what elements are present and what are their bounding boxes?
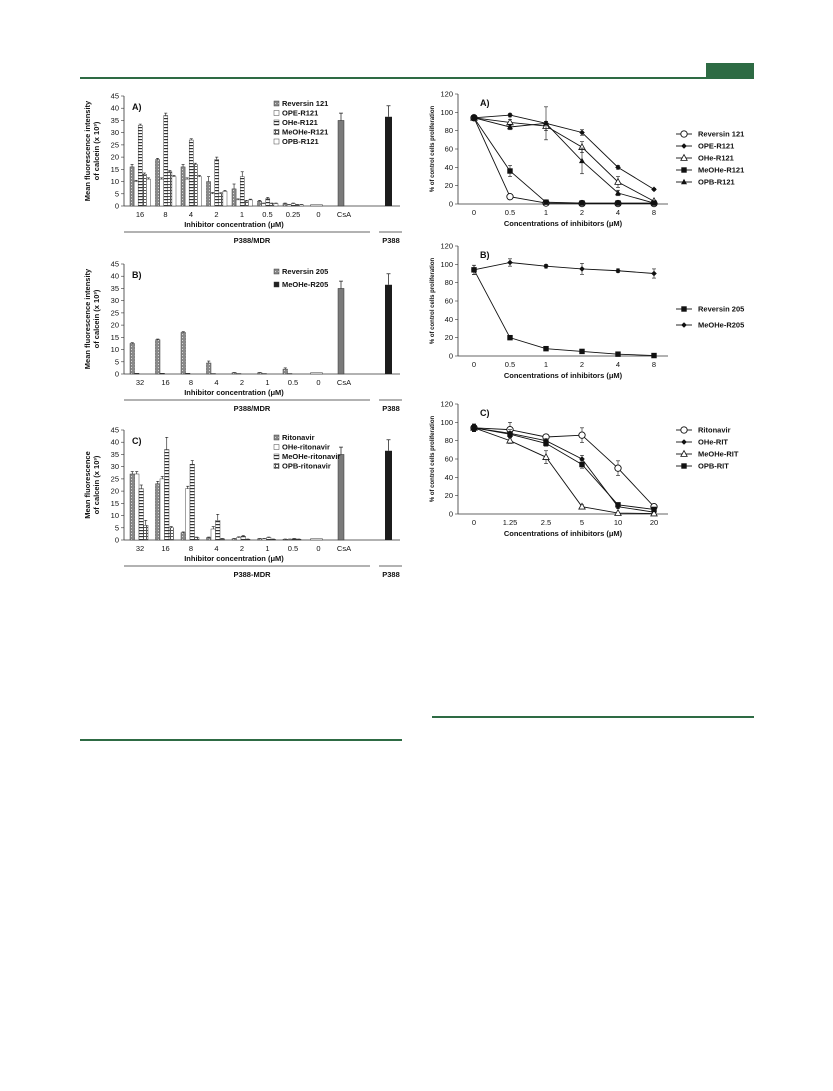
y-tick-label: 60: [444, 454, 453, 464]
data-point: [681, 439, 687, 445]
x-tick-label: 8: [651, 360, 657, 369]
bar: [156, 340, 161, 374]
x-tick-label: 4: [615, 208, 621, 217]
bar: [142, 174, 146, 206]
y-axis-label: Mean fluorescence intensity: [83, 100, 92, 202]
bar: [232, 539, 237, 540]
bar: [292, 539, 297, 540]
bar-p388: [385, 285, 392, 374]
legend-label: MeOHe-ritonavir: [282, 452, 341, 461]
legend-swatch: [274, 120, 279, 125]
bar: [215, 160, 219, 206]
legend-label: MeOHe-R121: [698, 165, 745, 175]
data-point: [615, 465, 621, 471]
x-tick-label: 32: [135, 544, 145, 553]
bar: [266, 199, 270, 206]
data-point: [681, 306, 686, 311]
bar: [134, 182, 138, 206]
data-point: [507, 193, 513, 199]
legend-swatch: [274, 130, 279, 135]
y-tick-label: 40: [110, 437, 119, 447]
legend-swatch: [274, 454, 279, 459]
y-tick-label: 20: [444, 333, 453, 343]
bar: [258, 373, 263, 374]
legend-label: OPB-R121: [698, 177, 735, 187]
x-tick-label: 16: [161, 544, 170, 553]
y-tick-label: 20: [110, 486, 119, 496]
data-point: [507, 168, 512, 173]
x-tick-label: 0.5: [504, 360, 516, 369]
data-point: [651, 507, 656, 512]
y-axis-label: of calcein (x 10³): [92, 289, 101, 349]
panel-label: B): [132, 270, 142, 280]
bar: [223, 191, 227, 206]
y-tick-label: 10: [110, 511, 119, 521]
data-point: [579, 200, 584, 205]
series-line: [474, 428, 654, 514]
series-line: [474, 118, 654, 203]
legend-label: Ritonavir: [698, 425, 731, 435]
x-tick-label: 10: [613, 518, 623, 527]
legend-swatch: [274, 139, 279, 144]
legend-label: MeOHe-R205: [282, 280, 329, 289]
bar-zero: [311, 205, 323, 206]
bar: [262, 204, 266, 206]
y-tick-label: 0: [448, 199, 453, 209]
bar: [258, 201, 262, 206]
y-tick-label: 10: [110, 345, 119, 355]
legend-label: Reversin 121: [282, 99, 329, 108]
legend-label: Reversin 121: [698, 129, 745, 139]
bar: [288, 539, 293, 540]
x-tick-label: 1: [543, 208, 549, 217]
bar-csa: [338, 454, 344, 540]
x-tick-label: 1.25: [502, 518, 518, 527]
legend-swatch: [274, 101, 279, 106]
bar: [160, 373, 165, 374]
legend-swatch: [274, 435, 279, 440]
x-tick-label: 2: [579, 360, 585, 369]
y-tick-label: 0: [448, 509, 453, 519]
bar: [156, 484, 161, 540]
data-point: [543, 454, 549, 460]
bar: [211, 529, 216, 540]
legend-label: OPB-ritonavir: [282, 461, 331, 471]
bar-csa: [338, 288, 344, 374]
x-tick-label: 0: [471, 360, 477, 369]
y-tick-label: 0: [114, 201, 119, 211]
bar: [287, 205, 291, 206]
data-point: [543, 441, 548, 446]
x-axis-label: Inhibitor concentration (μM): [184, 554, 284, 563]
y-tick-label: 20: [110, 152, 119, 162]
bar: [130, 343, 135, 374]
x-tick-label: 16: [161, 378, 170, 387]
y-tick-label: 10: [110, 177, 119, 187]
y-tick-label: 100: [440, 259, 453, 269]
bar: [207, 538, 212, 540]
bar: [297, 539, 302, 540]
panel-label: A): [132, 102, 142, 112]
line-chart-a: [428, 88, 768, 236]
y-tick-label: 25: [110, 308, 119, 318]
y-tick-label: 5: [114, 189, 119, 199]
bar-p388: [385, 451, 392, 540]
y-tick-label: 100: [440, 417, 453, 427]
data-point: [681, 451, 687, 457]
bar: [160, 179, 164, 206]
data-point: [681, 463, 686, 468]
bar: [283, 369, 288, 374]
bar-chart-b: [80, 256, 410, 416]
bar: [248, 200, 252, 206]
bar-zero: [311, 539, 323, 540]
p388-label: P388: [382, 404, 400, 413]
y-tick-label: 80: [444, 436, 453, 446]
bar: [207, 182, 211, 206]
data-point: [681, 427, 687, 433]
bar: [165, 450, 170, 540]
legend-swatch: [274, 111, 279, 116]
bar: [232, 373, 237, 374]
y-tick-label: 25: [110, 474, 119, 484]
legend-label: OPE-R121: [282, 108, 319, 118]
bar: [291, 204, 295, 206]
x-tick-label: 1: [543, 360, 549, 369]
bar: [220, 539, 225, 540]
bar: [237, 538, 242, 540]
series-line: [474, 428, 654, 507]
bar: [270, 204, 274, 206]
bar: [190, 464, 195, 540]
x-tick-label: 8: [651, 208, 657, 217]
x-tick-label: 0.5: [287, 544, 299, 553]
data-point: [681, 143, 687, 149]
series-line: [474, 428, 654, 512]
bar: [181, 533, 186, 540]
y-axis-label: Mean fluorescence: [83, 451, 92, 519]
data-point: [543, 346, 548, 351]
legend-swatch: [274, 282, 279, 287]
data-point: [651, 353, 656, 358]
legend-label: OPB-R121: [282, 137, 319, 146]
y-tick-label: 35: [110, 115, 119, 125]
bar: [241, 536, 246, 540]
bar: [181, 332, 186, 374]
y-tick-label: 60: [444, 296, 453, 306]
y-tick-label: 40: [444, 314, 453, 324]
y-tick-label: 15: [110, 332, 119, 342]
y-axis-label: of calcein (x 10³): [92, 121, 101, 181]
y-axis-label: Mean fluorescence intensity: [83, 268, 92, 370]
header-rule: [80, 77, 754, 79]
panel-label: C): [132, 436, 142, 446]
legend-label: MeOHe-R121: [282, 127, 329, 137]
x-tick-label: 8: [163, 210, 168, 219]
p388-label: P388: [382, 570, 400, 579]
p388-label: P388: [382, 236, 400, 245]
data-point: [507, 335, 512, 340]
y-tick-label: 30: [110, 128, 119, 138]
data-point: [651, 187, 657, 193]
group-label: P388/MDR: [233, 236, 271, 245]
y-tick-label: 100: [440, 107, 453, 117]
y-axis-label: % of control cells proliferation: [430, 415, 436, 503]
bar: [195, 538, 200, 540]
bar: [207, 363, 212, 374]
series-line: [474, 428, 654, 510]
bar: [197, 177, 201, 206]
bar: [186, 373, 191, 374]
line-chart-b: [428, 240, 768, 388]
y-tick-label: 80: [444, 126, 453, 136]
data-point: [615, 351, 620, 356]
x-tick-label: 0.25: [285, 210, 301, 219]
x-tick-label: 0: [316, 210, 321, 219]
data-point: [507, 432, 512, 437]
data-point: [681, 155, 687, 161]
bar: [164, 116, 168, 206]
bar: [181, 167, 185, 206]
y-tick-label: 120: [440, 399, 453, 409]
y-tick-label: 0: [114, 369, 119, 379]
x-tick-label: 16: [135, 210, 145, 219]
bar-chart-a: [80, 88, 410, 250]
legend-swatch: [274, 445, 279, 450]
data-point: [681, 322, 687, 328]
y-tick-label: 35: [110, 283, 119, 293]
x-tick-label: 0: [316, 378, 321, 387]
y-tick-label: 120: [440, 89, 453, 99]
x-tick-label: CsA: [336, 210, 352, 219]
y-tick-label: 45: [110, 259, 119, 269]
x-axis-label: Concentrations of inhibitors (μM): [503, 529, 623, 538]
bar: [156, 160, 160, 206]
y-tick-label: 20: [444, 181, 453, 191]
y-axis-label: % of control cells proliferation: [430, 257, 436, 345]
bar: [236, 200, 240, 206]
bar: [283, 539, 288, 540]
x-tick-label: 1: [265, 544, 270, 553]
bar: [267, 538, 272, 540]
x-tick-label: 0.5: [262, 210, 273, 219]
data-point: [507, 260, 513, 266]
x-tick-label: 4: [615, 360, 621, 369]
bar: [139, 489, 144, 540]
x-tick-label: 20: [649, 518, 659, 527]
y-tick-label: 60: [444, 144, 453, 154]
x-tick-label: 0: [471, 208, 477, 217]
y-axis-label: % of control cells proliferation: [430, 105, 436, 193]
series-line: [474, 118, 654, 201]
bar: [271, 539, 276, 540]
y-tick-label: 15: [110, 164, 119, 174]
legend-label: OPB-RIT: [698, 461, 729, 471]
bar-chart-c: [80, 422, 410, 585]
series-line: [474, 118, 654, 203]
x-tick-label: 0.5: [504, 208, 516, 217]
left-column-rule: [80, 739, 402, 741]
bar: [246, 539, 251, 540]
bar: [216, 520, 221, 540]
legend-label: OHe-R121: [698, 153, 734, 163]
data-point: [681, 167, 686, 172]
bar: [299, 205, 303, 206]
x-axis-label: Inhibitor concentration (μM): [184, 388, 284, 397]
data-point: [471, 425, 476, 430]
x-tick-label: 2: [579, 208, 585, 217]
bar: [172, 177, 176, 206]
header-tab: [706, 63, 754, 78]
x-tick-label: 32: [135, 378, 145, 387]
legend-swatch: [274, 269, 279, 274]
y-tick-label: 120: [440, 241, 453, 251]
bar: [240, 177, 244, 206]
bar: [135, 373, 140, 374]
y-tick-label: 45: [110, 91, 119, 101]
legend-label: MeOHe-RIT: [698, 449, 739, 459]
bar: [219, 194, 223, 206]
legend-label: MeOHe-R205: [698, 320, 745, 330]
y-tick-label: 35: [110, 449, 119, 459]
panel-label: B): [480, 250, 490, 260]
y-tick-label: 80: [444, 278, 453, 288]
bar: [274, 204, 278, 206]
series-line: [474, 118, 654, 204]
bar: [130, 167, 134, 206]
panel-label: C): [480, 408, 490, 418]
x-tick-label: 4: [214, 544, 219, 553]
bar: [283, 204, 287, 206]
legend-label: OHe-ritonavir: [282, 442, 330, 452]
bar: [160, 479, 165, 540]
bar-zero: [311, 373, 323, 374]
data-point: [615, 200, 620, 205]
legend-label: OPE-R121: [698, 141, 735, 151]
bar: [262, 539, 267, 540]
x-tick-label: 0: [471, 518, 477, 527]
bar: [138, 125, 142, 206]
x-tick-label: 8: [188, 378, 194, 387]
x-tick-label: 4: [188, 210, 194, 219]
legend-label: OHe-RIT: [698, 437, 728, 447]
x-tick-label: CsA: [336, 378, 352, 387]
series-line: [474, 115, 654, 189]
y-tick-label: 40: [110, 271, 119, 281]
x-tick-label: 5: [579, 518, 585, 527]
bar: [232, 189, 236, 206]
legend-label: OHe-R121: [282, 118, 318, 127]
x-tick-label: 2: [239, 544, 245, 553]
y-axis-label: of calcein (x 10³): [92, 455, 101, 515]
panel-label: A): [480, 98, 490, 108]
y-tick-label: 45: [110, 425, 119, 435]
data-point: [681, 179, 687, 184]
x-tick-label: 0: [316, 544, 321, 553]
bar-csa: [338, 120, 344, 206]
group-label: P388/MDR: [233, 404, 271, 413]
bar: [193, 164, 197, 206]
x-tick-label: 2.5: [540, 518, 552, 527]
bar: [135, 474, 140, 540]
data-point: [579, 462, 584, 467]
y-tick-label: 15: [110, 498, 119, 508]
x-tick-label: 1: [239, 210, 245, 219]
x-tick-label: 2: [214, 210, 219, 219]
legend-label: Ritonavir: [282, 433, 315, 442]
x-tick-label: CsA: [336, 544, 352, 553]
y-tick-label: 0: [448, 351, 453, 361]
right-column-rule: [432, 716, 754, 718]
data-point: [579, 349, 584, 354]
y-tick-label: 20: [110, 320, 119, 330]
x-tick-label: 1: [265, 378, 270, 387]
legend-swatch: [274, 464, 279, 469]
bar: [189, 140, 193, 206]
data-point: [651, 271, 657, 277]
group-label: P388-MDR: [233, 570, 271, 579]
data-point: [681, 131, 687, 137]
bar-p388: [385, 117, 392, 206]
x-axis-label: Inhibitor concentration (μM): [184, 220, 284, 229]
legend-label: Reversin 205: [282, 267, 329, 276]
bar: [130, 474, 135, 540]
bar: [258, 539, 263, 540]
data-point: [543, 199, 548, 204]
series-line: [474, 270, 654, 356]
bar: [144, 525, 149, 540]
bar: [168, 172, 172, 206]
y-tick-label: 25: [110, 140, 119, 150]
bar: [186, 489, 191, 540]
y-tick-label: 40: [110, 103, 119, 113]
y-tick-label: 30: [110, 296, 119, 306]
series-line: [474, 263, 654, 274]
x-axis-label: Concentrations of inhibitors (μM): [503, 371, 623, 380]
y-tick-label: 5: [114, 357, 119, 367]
line-chart-c: [428, 398, 768, 546]
y-tick-label: 40: [444, 162, 453, 172]
y-tick-label: 40: [444, 472, 453, 482]
y-tick-label: 5: [114, 523, 119, 533]
x-tick-label: 0.5: [287, 378, 299, 387]
y-tick-label: 30: [110, 462, 119, 472]
data-point: [579, 266, 585, 272]
x-tick-label: 8: [188, 544, 194, 553]
x-axis-label: Concentrations of inhibitors (μM): [503, 219, 623, 228]
bar: [169, 528, 174, 540]
bar: [295, 205, 299, 206]
x-tick-label: 4: [214, 378, 219, 387]
bar: [244, 201, 248, 206]
data-point: [579, 432, 585, 438]
legend-label: Reversin 205: [698, 304, 745, 314]
bar: [211, 194, 215, 206]
x-tick-label: 2: [239, 378, 245, 387]
y-tick-label: 0: [114, 535, 119, 545]
bar: [185, 179, 189, 206]
bar: [146, 179, 150, 206]
data-point: [615, 502, 620, 507]
y-tick-label: 20: [444, 491, 453, 501]
